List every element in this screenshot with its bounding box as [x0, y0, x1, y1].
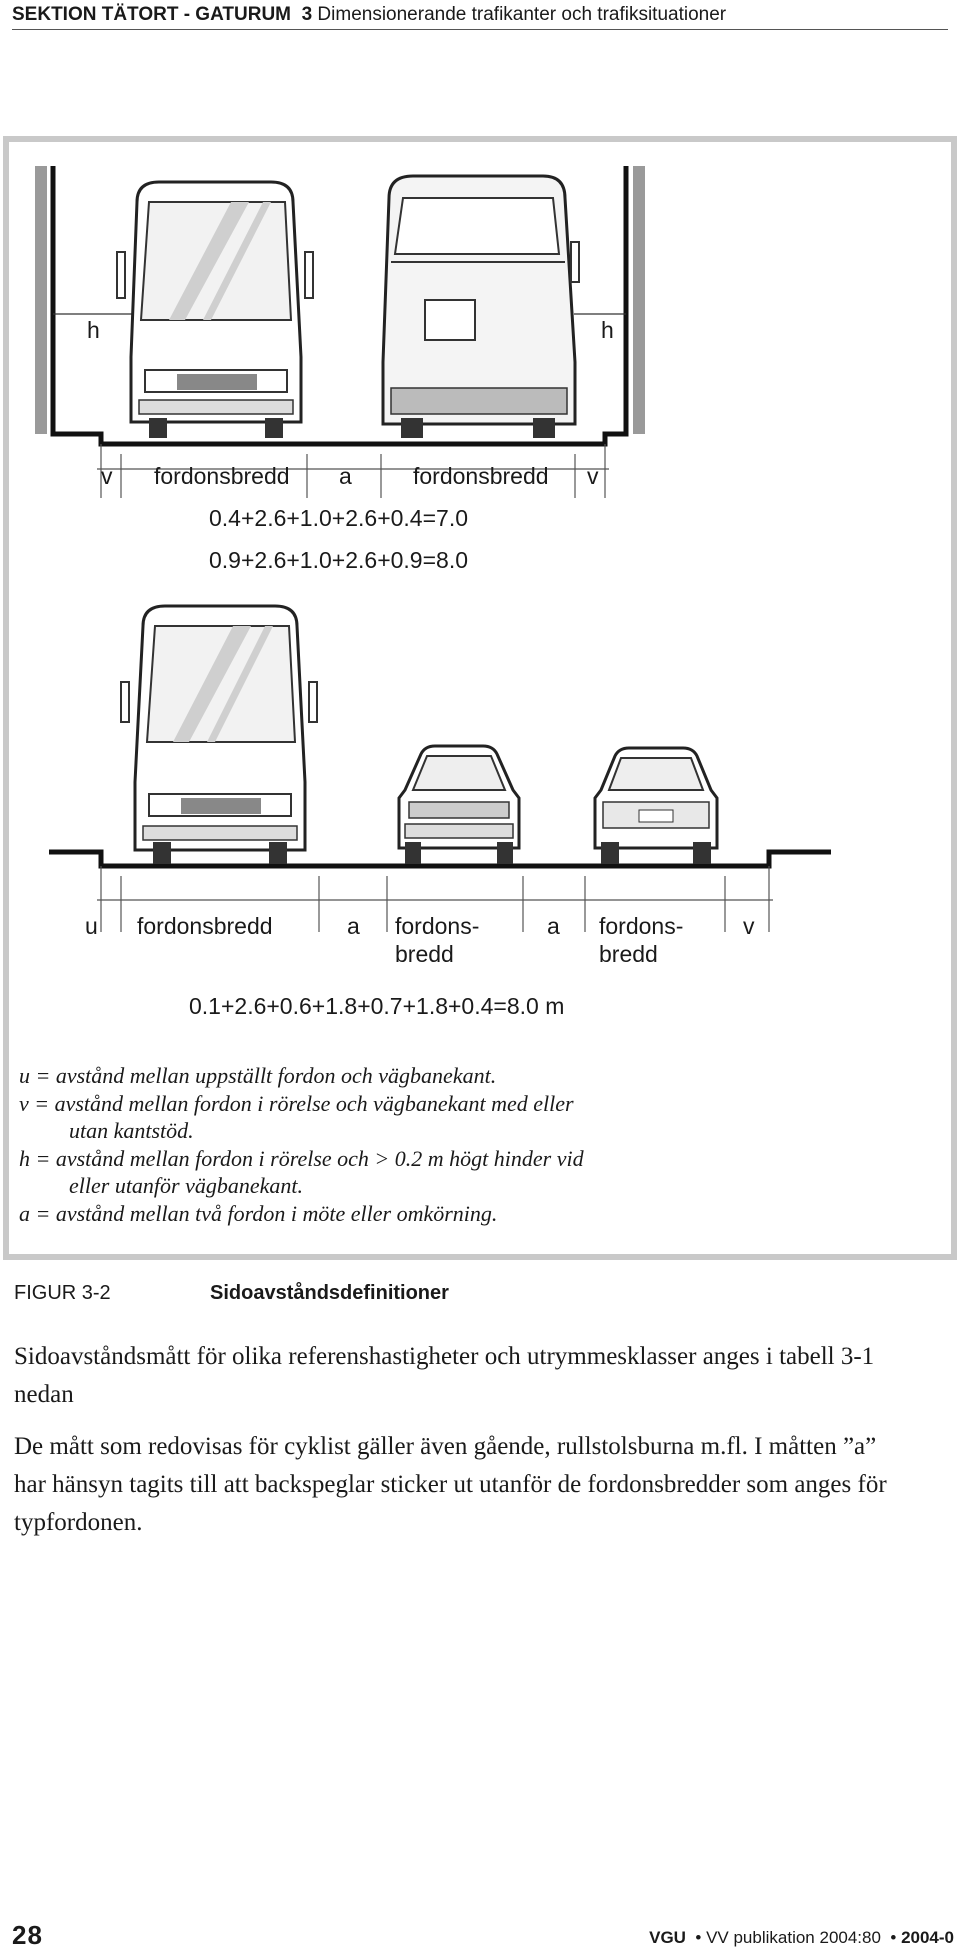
dim-car1-width-2: bredd	[395, 941, 454, 967]
figure-legend	[19, 1062, 919, 1227]
left-wall	[35, 166, 47, 434]
dim-a2: a	[547, 913, 560, 939]
formula-top-2: 0.9+2.6+1.0+2.6+0.9=8.0	[209, 547, 468, 573]
figure-title: Sidoavståndsdefinitioner	[210, 1282, 449, 1304]
header-chapter-title: Dimensionerande trafikanter och trafiksituationer	[317, 4, 727, 25]
footer-publication: VGU • VV publikation 2004:80 • 2004-0	[649, 1928, 954, 1947]
bus-front-icon-2	[121, 606, 317, 864]
formula-top-1: 0.4+2.6+1.0+2.6+0.4=7.0	[209, 505, 468, 531]
dim-car1-width-1: fordons-	[395, 913, 480, 939]
legend-u: u = avstånd mellan uppställt fordon och vägbanekant.	[19, 1063, 497, 1088]
page-header	[12, 4, 948, 30]
bus-rear-icon	[383, 176, 579, 438]
footer-publication-name: VV publikation 2004:80	[706, 1928, 881, 1947]
right-wall	[633, 166, 645, 434]
header-section: SEKTION TÄTORT - GATURUM	[12, 4, 291, 25]
dim-bus2-width: fordonsbredd	[413, 463, 549, 489]
dim-a: a	[339, 463, 352, 489]
dim-v-right: v	[587, 463, 599, 489]
formula-bottom: 0.1+2.6+0.6+1.8+0.7+1.8+0.4=8.0 m	[189, 993, 565, 1019]
dim-v-left: v	[101, 463, 113, 489]
dim-u: u	[85, 913, 98, 939]
bus-front-icon	[117, 182, 313, 438]
dim-car2-width-1: fordons-	[599, 913, 684, 939]
body-paragraph-1: Sidoavståndsmått för olika referenshastigheter och utrymmesklasser anges i tabell 3-1 nedan	[14, 1343, 875, 1408]
dim-a1: a	[347, 913, 360, 939]
figure-3-2	[3, 136, 957, 1260]
page-number: 28	[12, 1920, 43, 1950]
figure-number: FIGUR 3-2	[14, 1282, 111, 1304]
dim-v: v	[743, 913, 755, 939]
dim-bus3-width: fordonsbredd	[137, 913, 273, 939]
car-front-icon	[399, 746, 519, 864]
h-label-left: h	[87, 317, 100, 343]
body-paragraph-2: De mått som redovisas för cyklist gäller även gående, rullstolsburna m.fl. I måtten ”a” har hänsyn tagits till att backspeglar sticker ut utanför de fordonsbredder som anges för typfordonen.	[14, 1433, 887, 1536]
legend-h-2: eller utanför vägbanekant.	[69, 1173, 304, 1198]
legend-v-1: v = avstånd mellan fordon i rörelse och vägbanekant med eller	[19, 1090, 574, 1116]
footer-edition: 2004-0	[901, 1928, 954, 1947]
legend-h-1: h = avstånd mellan fordon i rörelse och > 0.2 m högt hinder vid	[19, 1145, 584, 1171]
legend-v-2: utan kantstöd.	[69, 1118, 194, 1143]
legend-a: a = avstånd mellan två fordon i möte eller omkörning.	[19, 1200, 498, 1226]
h-label-right: h	[601, 317, 614, 343]
header-chapter-number: 3	[301, 4, 313, 25]
dim-car2-width-2: bredd	[599, 941, 658, 967]
dim-bus1-width: fordonsbredd	[154, 463, 290, 489]
car-rear-icon	[595, 748, 717, 864]
footer-vgu: VGU	[649, 1928, 686, 1947]
